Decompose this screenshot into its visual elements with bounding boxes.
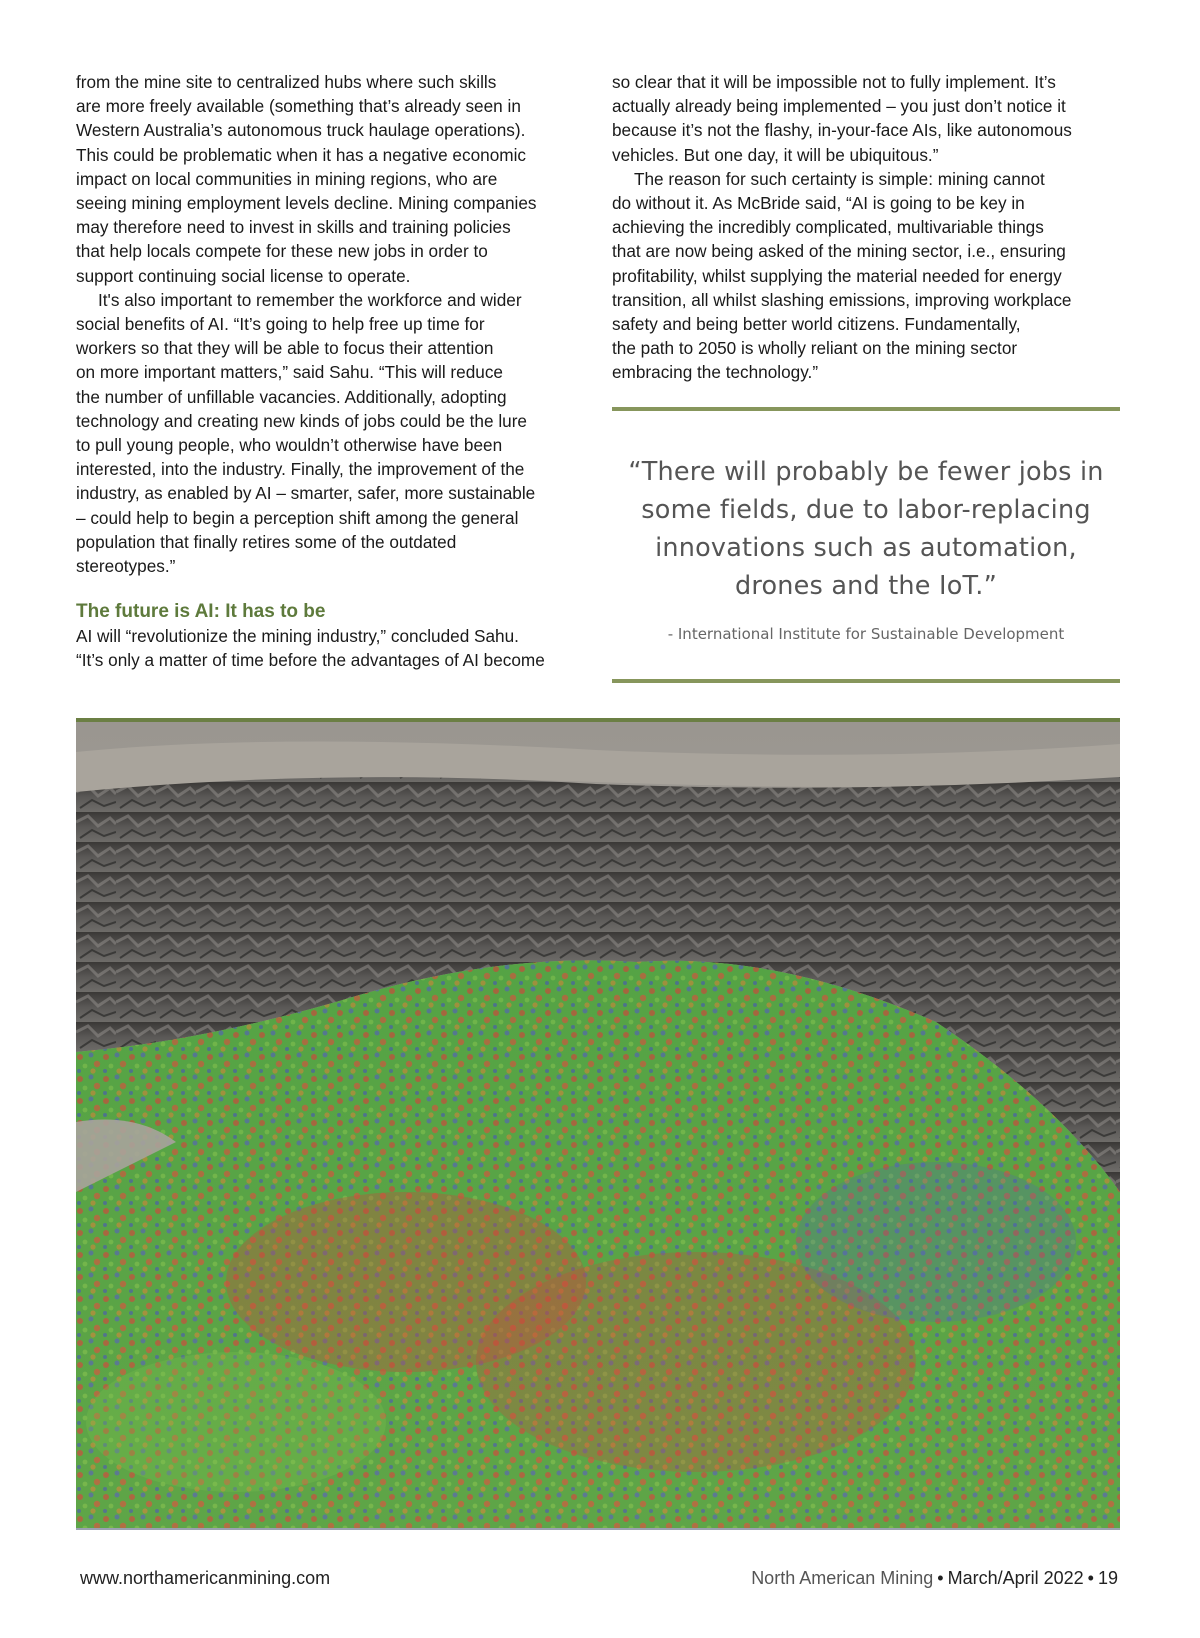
body-paragraph: The reason for such certainty is simple: mining cannot do without it. As McBride said, “AI is going to be key in achieving the incredibly complicated, multivariable things that are now being asked of the mining sector, i.e., ensuring profitability, whilst supplying the material needed for energy transition, all whilst slashing emissions, improving workplace safety and being better world citizens. Fundamentally, the path to 2050 is wholly reliant on the mining sector embracing the technology.”: [612, 168, 1072, 383]
pull-quote: [612, 407, 1120, 683]
body-paragraph: AI will “revolutionize the mining industry,” concluded Sahu. “It’s only a matter of time before the advantages of AI become: [76, 626, 545, 671]
footer-website: www.northamericanmining.com: [80, 1568, 331, 1588]
issue-date: March/April 2022: [947, 1568, 1084, 1588]
body-paragraph: so clear that it will be impossible not to fully implement. It’s actually already being implemented – you just don’t notice it because it’s not the flashy, in-your-face AIs, like autonomous vehicles. But one day, it will be ubiquitous.”: [612, 72, 1072, 165]
section-heading: The future is AI: It has to be: [76, 601, 326, 623]
page-number: 19: [1097, 1568, 1118, 1588]
body-paragraph: from the mine site to centralized hubs where such skills are more freely available (something that’s already seen in Western Australia’s autonomous truck haulage operations). This could be problematic when it has a negative economic impact on local communities in mining regions, who are seeing mining employment levels decline. Mining companies may therefore need to invest in skills and training policies that help locals compete for these new jobs in order to support continuing social license to operate.: [76, 72, 537, 286]
pull-quote-source: - International Institute for Sustainable Development: [667, 625, 1065, 643]
footer-publication-info: [751, 1567, 1118, 1589]
publication-name: North American Mining: [751, 1568, 934, 1588]
ai-rock-fragmentation-image: [76, 722, 1120, 1528]
article-left-column: [76, 70, 586, 673]
article-right-column: [612, 70, 1127, 385]
pull-quote-text: “There will probably be fewer jobs in some fields, due to labor-replacing innovations such as automation, drones and the IoT.”: [628, 457, 1104, 601]
separator: •: [1087, 1568, 1094, 1588]
body-paragraph: It's also important to remember the workforce and wider social benefits of AI. “It’s going to help free up time for workers so that they will be able to focus their attention on more important matters,” said Sahu. “This will reduce the number of unfillable vacancies. Additionally, adopting technology and creating new kinds of jobs could be the lure to pull young people, who wouldn’t otherwise have been interested, into the industry. Finally, the improvement of the industry, as enabled by AI – smarter, safer, more sustainable – could help to begin a perception shift among the general population that finally retires some of the outdated stereotypes.”: [76, 289, 536, 577]
separator: •: [937, 1568, 944, 1588]
mine-stockpile-photo: [76, 718, 1120, 1530]
